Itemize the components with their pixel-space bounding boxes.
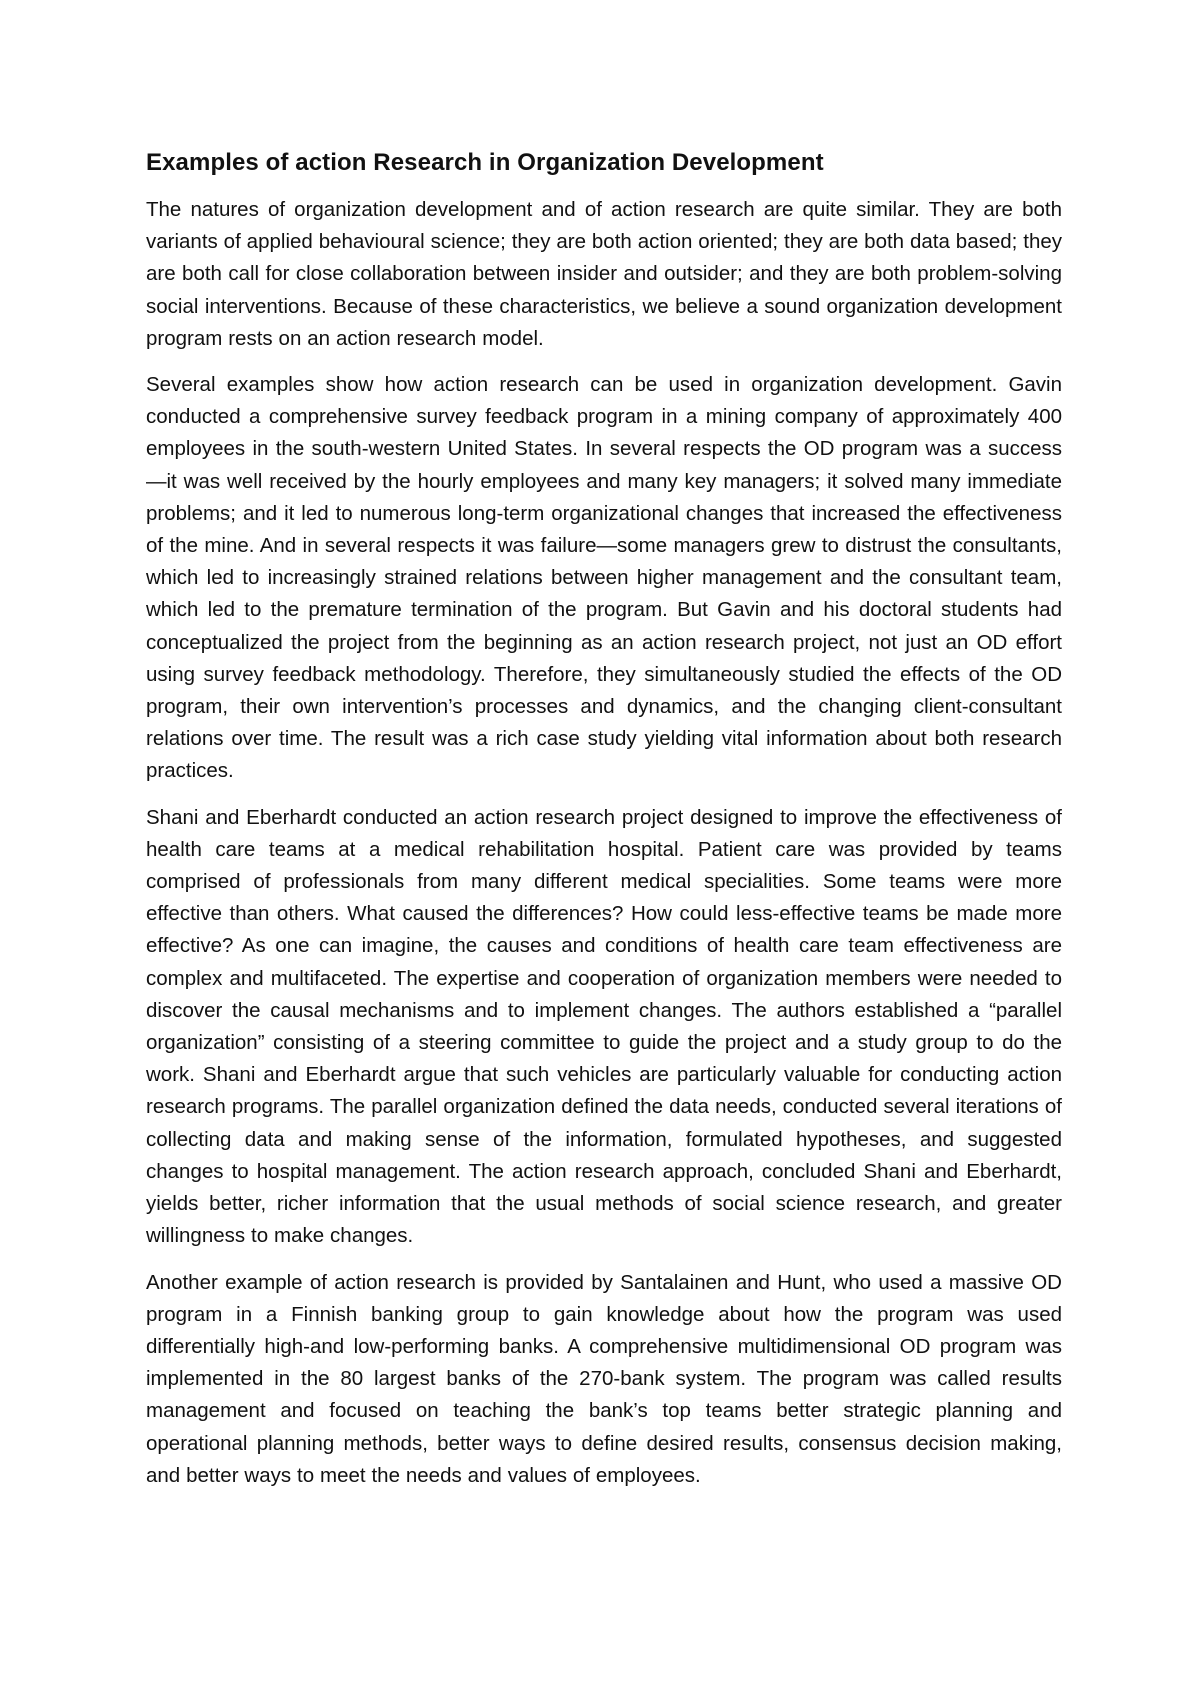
paragraph-3: Shani and Eberhardt conducted an action research project designed to improve the effectiveness of health care teams at a medical rehabilitation hospital. Patient care was provided by teams comprised of professionals from many different medical specialities. Some teams were more effective than others. What caused the differences? How could less-effective teams be made more effective? As one can imagine, the causes and conditions of health care team effectiveness are complex and multifaceted. The expertise and cooperation of organization members were needed to discover the causal mechanisms and to implement changes. The authors established a “parallel organization” consisting of a steering committee to guide the project and a study group to do the work. Shani and Eberhardt argue that such vehicles are particularly valuable for conducting action research programs. The parallel organization defined the data needs, conducted several iterations of collecting data and making sense of the information, formulated hypotheses, and suggested changes to hospital management. The action research approach, concluded Shani and Eberhardt, yields better, richer information that the usual methods of social science research, and greater willingness to make changes. [146, 805, 1062, 1248]
paragraph-2: Several examples show how action research can be used in organization development. Gavin conducted a comprehensive survey feedback program in a mining company of approximately 400 employees in the south-western United States. In several respects the OD program was a success—it was well received by the hourly employees and many key managers; it solved many immediate problems; and it led to numerous long-term organizational changes that increased the effectiveness of the mine. And in several respects it was failure—some managers grew to distrust the consultants, which led to increasingly strained relations between higher management and the consultant team, which led to the premature termination of the program. But Gavin and his doctoral students had conceptualized the project from the beginning as an action research project, not just an OD effort using survey feedback methodology. Therefore, they simultaneously studied the effects of the OD program, their own intervention’s processes and dynamics, and the changing client-consultant relations over time. The result was a rich case study yielding vital information about both research practices. [146, 373, 1062, 783]
paragraph-4: Another example of action research is provided by Santalainen and Hunt, who used a massive OD program in a Finnish banking group to gain knowledge about how the program was used differentially high-and low-performing banks. A comprehensive multidimensional OD program was implemented in the 80 largest banks of the 270-bank system. The program was called results management and focused on teaching the bank’s top teams better strategic planning and operational planning methods, better ways to define desired results, consensus decision making, and better ways to meet the needs and values of employees. [146, 1270, 1062, 1487]
document-page [146, 148, 1062, 1506]
document-title: Examples of action Research in Organization Development [146, 149, 824, 176]
paragraph-1: The natures of organization development and of action research are quite similar. They are both variants of applied behavioural science; they are both action oriented; they are both data based; they are both call for close collaboration between insider and outsider; and they are both problem-solving social interventions. Because of these characteristics, we believe a sound organization development program rests on an action research model. [146, 198, 1062, 350]
